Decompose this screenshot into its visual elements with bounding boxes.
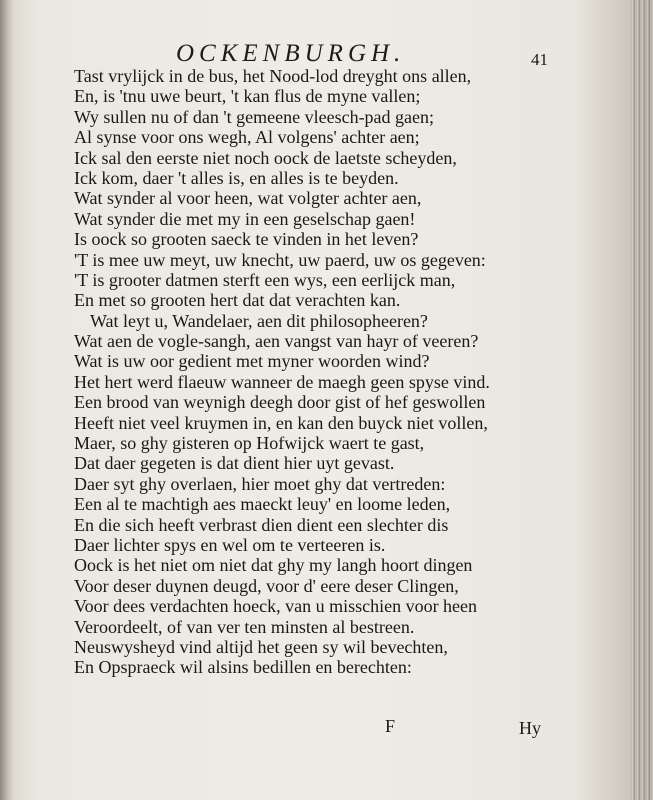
poem-line: Dat daer gegeten is dat dient hier uyt gevast. <box>74 453 395 474</box>
page-number: 41 <box>531 50 548 69</box>
poem-line: Oock is het niet om niet dat ghy my langh hoort dingen <box>74 555 473 576</box>
poem-line: Ick kom, daer 't alles is, en alles is te beyden. <box>74 167 399 188</box>
running-head: OCKENBURGH. <box>176 40 406 67</box>
poem-line: 'T is grooter datmen sterft een wys, een eerlijck man, <box>74 269 456 290</box>
poem-line: Wat aen de vogle-sangh, aen vangst van hayr of veeren? <box>74 331 479 352</box>
poem-line: Daer lichter spys en wel om te verteeren is. <box>74 534 386 555</box>
poem-line: Wat synder die met my in een geselschap gaen! <box>74 208 416 229</box>
poem-line: Een brood van weynigh deegh door gist of hef geswollen <box>74 392 486 413</box>
poem-line: En die sich heeft verbrast dien dient een slechter dis <box>74 514 449 535</box>
poem-line: Neuswysheyd vind altijd het geen sy wil bevechten, <box>74 636 448 657</box>
catchword: Hy <box>519 718 541 738</box>
signature-mark: F <box>385 716 396 736</box>
poem-line: Is oock so grooten saeck te vinden in het leven? <box>74 229 419 250</box>
poem-text-block <box>74 66 574 678</box>
poem-line: Ick sal den eerste niet noch oock de laetste scheyden, <box>74 147 457 168</box>
poem-line: Al synse voor ons wegh, Al volgens' achter aen; <box>74 127 420 148</box>
poem-line: 'T is mee uw meyt, uw knecht, uw paerd, uw os gegeven: <box>74 249 486 270</box>
poem-line: Maer, so ghy gisteren op Hofwijck waert te gast, <box>74 433 425 454</box>
poem-line: Wat leyt u, Wandelaer, aen dit philosopheeren? <box>90 310 428 331</box>
page-gutter-shadow <box>0 0 14 800</box>
poem-line: Wat is uw oor gedient met myner woorden wind? <box>74 351 430 372</box>
poem-line: Het hert werd flaeuw wanneer de maegh geen spyse vind. <box>74 371 490 392</box>
poem-line: Daer syt ghy overlaen, hier moet ghy dat vertreden: <box>74 473 446 494</box>
poem-line: Wy sullen nu of dan 't gemeene vleesch-pad gaen; <box>74 106 435 127</box>
poem-line: Voor dees verdachten hoeck, van u misschien voor heen <box>74 596 478 617</box>
poem-line: Wat synder al voor heen, wat volgter achter aen, <box>74 188 422 209</box>
poem-line: Voor deser duynen deugd, voor d' eere deser Clingen, <box>74 575 459 596</box>
poem-line: Heeft niet veel kruymen in, en kan den buyck niet vollen, <box>74 412 488 433</box>
poem-line: En Opspraeck wil alsins bedillen en berechten: <box>74 657 412 678</box>
poem-line: En met so grooten hert dat dat verachten kan. <box>74 290 401 311</box>
poem-line: En, is 'tnu uwe beurt, 't kan flus de myne vallen; <box>74 86 421 107</box>
page-edge-stack <box>631 0 653 800</box>
poem-line: Tast vrylijck in de bus, het Nood-lod dreyght ons allen, <box>74 66 472 86</box>
poem-line: Veroordeelt, of van ver ten minsten al bestreen. <box>74 616 415 637</box>
poem-line: Een al te machtigh aes maeckt leuy' en loome leden, <box>74 494 451 515</box>
